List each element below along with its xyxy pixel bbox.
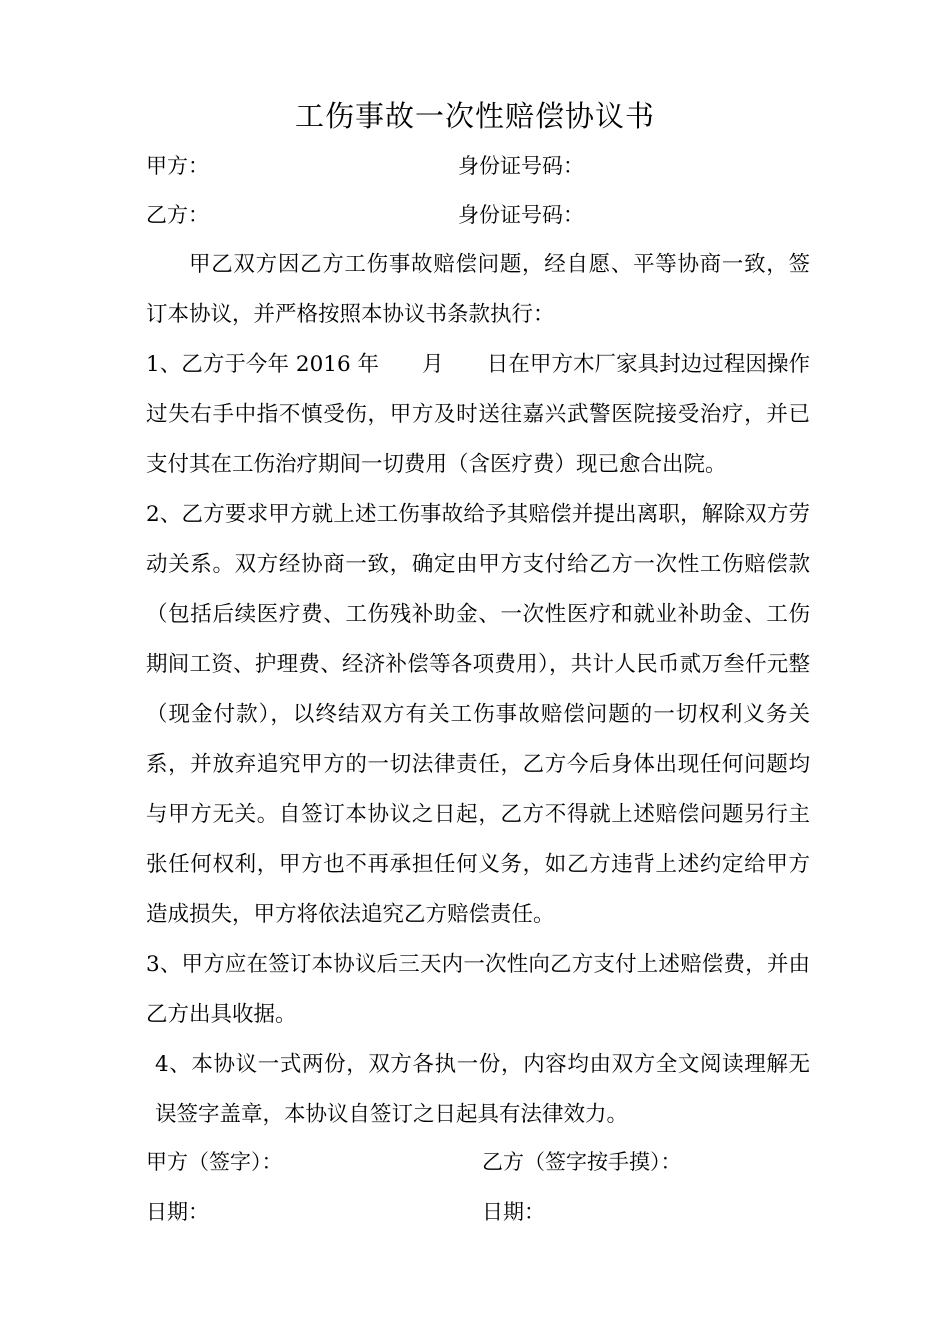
signature-row bbox=[146, 1137, 826, 1187]
party-b-label: 乙方： bbox=[146, 203, 209, 227]
party-a-id-label: 身份证号码： bbox=[458, 154, 584, 178]
document-title: 工伤事故一次性赔偿协议书 bbox=[294, 99, 655, 133]
intro-paragraph: 甲乙双方因乙方工伤事故赔偿问题，经自愿、平等协商一致，签订本协议，并严格按照本协议书条款执行： bbox=[146, 252, 810, 327]
party-b-row bbox=[146, 190, 826, 240]
party-a-row bbox=[146, 141, 826, 191]
party-a-date-label: 日期： bbox=[146, 1200, 209, 1224]
clause-3: 3、甲方应在签订本协议后三天内一次性向乙方支付上述赔偿费，并由乙方出具收据。 bbox=[146, 952, 810, 1027]
clause-1: 1、乙方于今年 2016 年 月 日在甲方木厂家具封边过程因操作过失右手中指不慎受伤，甲方及时送往嘉兴武警医院接受治疗，并已支付其在工伤治疗期间一切费用（含医疗费）现已愈合出院。 bbox=[146, 352, 810, 477]
party-b-signature-label: 乙方（签字按手摸）： bbox=[482, 1150, 682, 1174]
party-a-label: 甲方： bbox=[146, 154, 209, 178]
date-row bbox=[146, 1187, 826, 1237]
party-b-date-label: 日期： bbox=[482, 1200, 545, 1224]
party-a-signature-label: 甲方（签字）： bbox=[146, 1150, 283, 1174]
party-b-id-label: 身份证号码： bbox=[458, 203, 584, 227]
clause-2: 2、乙方要求甲方就上述工伤事故给予其赔偿并提出离职，解除双方劳动关系。双方经协商一致，确定由甲方支付给乙方一次性工伤赔偿款（包括后续医疗费、工伤残补助金、一次性医疗和就业补助金、工伤期间工资、护理费、经济补偿等各项费用），共计人民币贰万叁仟元整（现金付款），以终结双方有关工伤事故赔偿问题的一切权利义务关系，并放弃追究甲方的一切法律责任，乙方今后身体出现任何问题均与甲方无关。自签订本协议之日起，乙方不得就上述赔偿问题另行主张任何权利，甲方也不再承担任何义务，如乙方违背上述约定给甲方造成损失，甲方将依法追究乙方赔偿责任。 bbox=[146, 502, 810, 927]
agreement-body bbox=[146, 240, 810, 1140]
clause-4: 4、本协议一式两份，双方各执一份，内容均由双方全文阅读理解无误签字盖章，本协议自签订之日起具有法律效力。 bbox=[155, 1052, 810, 1127]
